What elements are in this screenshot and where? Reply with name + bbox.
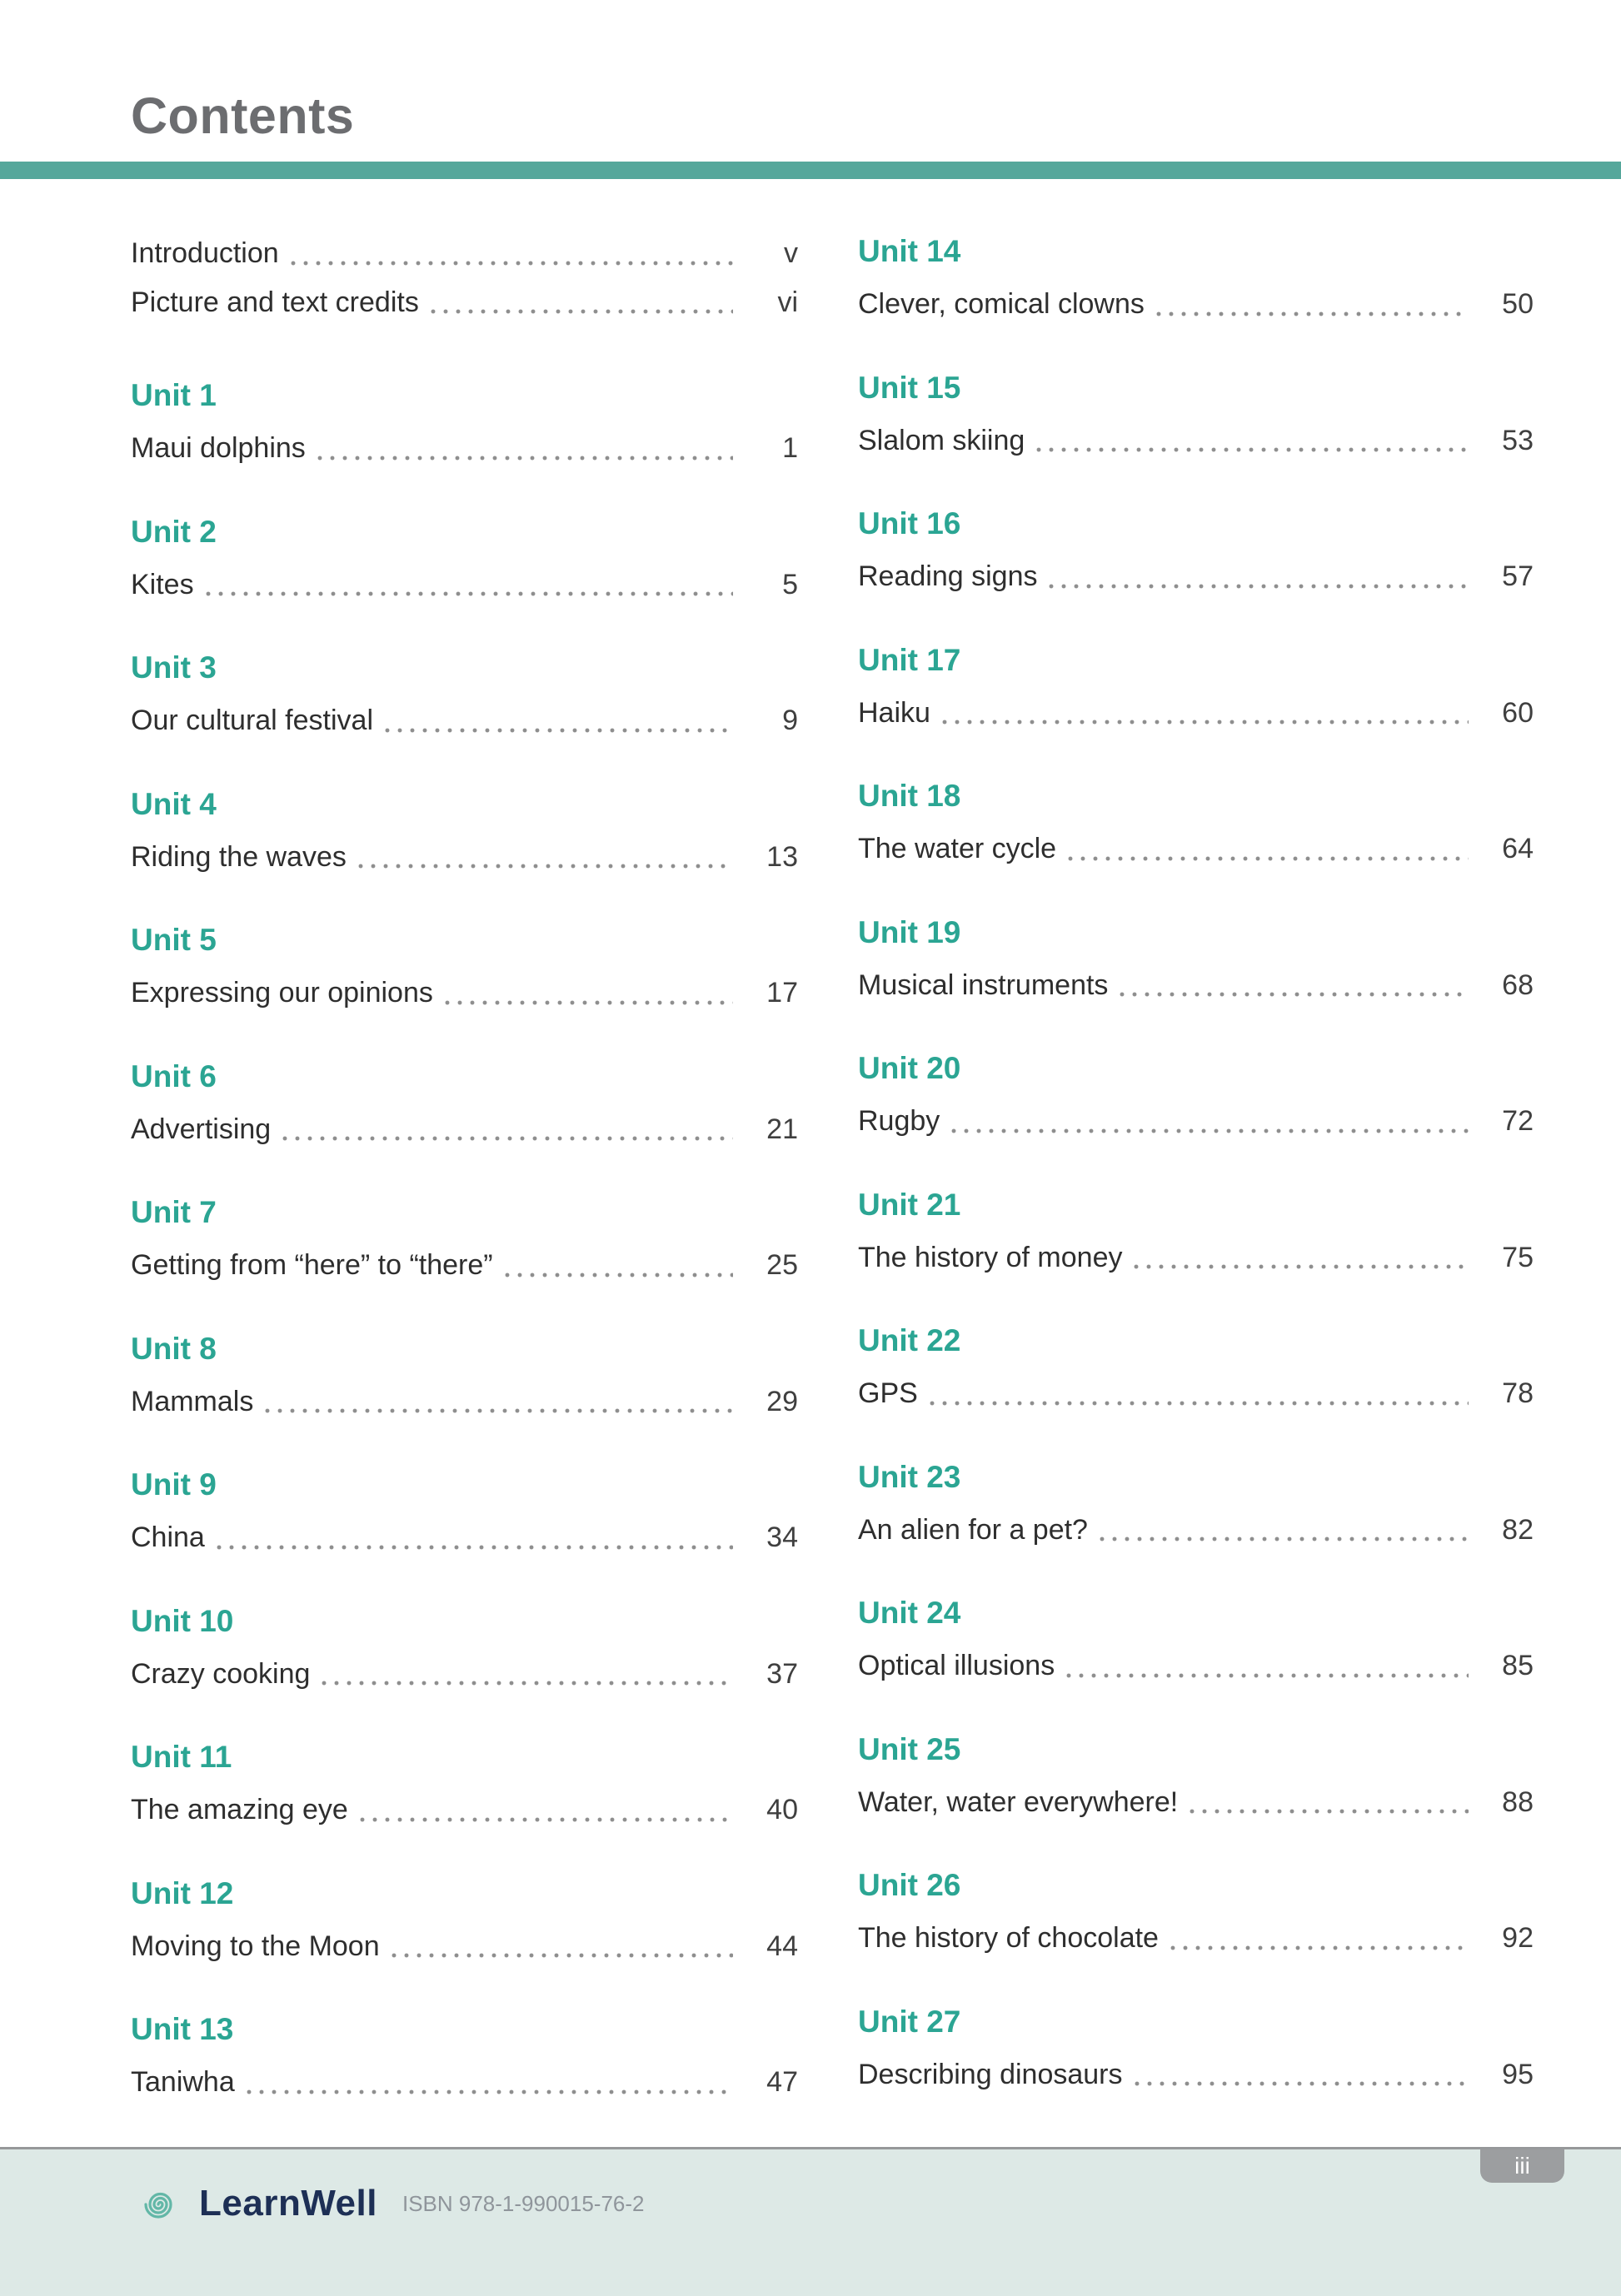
entry-page-number: 13 [766, 840, 798, 873]
entry-title: An alien for a pet? [858, 1513, 1088, 1546]
toc-entry-row [131, 1656, 798, 1692]
entry-title: Musical instruments [858, 969, 1109, 1001]
dot-leader [206, 591, 733, 596]
unit-block [858, 1870, 1534, 1956]
unit-heading: Unit 15 [858, 370, 961, 405]
entry-page-number: 47 [766, 2066, 798, 2098]
entry-title: Reading signs [858, 560, 1038, 592]
entry-title: Getting from “here” to “there” [131, 1249, 493, 1281]
dot-leader [265, 1408, 733, 1413]
entry-title: GPS [858, 1377, 918, 1409]
entry-title: The amazing eye [131, 1794, 348, 1825]
entry-title: Our cultural festival [131, 705, 373, 736]
unit-heading: Unit 9 [131, 1467, 217, 1502]
unit-block [858, 1459, 1534, 1548]
entry-title: Mammals [131, 1385, 254, 1417]
unit-heading: Unit 16 [858, 506, 961, 540]
entry-page-number: 40 [766, 1794, 798, 1825]
unit-block [131, 1875, 798, 1965]
unit-block [858, 508, 1534, 595]
front-matter-list [131, 236, 798, 320]
unit-heading: Unit 27 [858, 2004, 961, 2039]
unit-heading: Unit 24 [858, 1596, 961, 1630]
toc-entry-row [858, 559, 1534, 595]
unit-heading: Unit 10 [131, 1603, 234, 1638]
toc-entry-row [858, 695, 1534, 731]
dot-leader [247, 2089, 733, 2094]
entry-title: Moving to the Moon [131, 1930, 380, 1962]
unit-heading: Unit 22 [858, 1323, 961, 1357]
entry-title: China [131, 1522, 205, 1553]
entry-page-number: 34 [766, 1522, 798, 1553]
dot-leader [1134, 1264, 1469, 1269]
entry-page-number: 95 [1502, 2058, 1534, 2090]
page-title: Contents [131, 87, 355, 144]
entry-title: Water, water everywhere! [858, 1786, 1179, 1818]
unit-heading: Unit 23 [858, 1459, 961, 1494]
entry-page-number: v [784, 237, 798, 269]
toc-entry-row [858, 286, 1534, 322]
unit-block [131, 1058, 798, 1148]
entry-title: Describing dinosaurs [858, 2058, 1123, 2090]
entry-page-number: 29 [766, 1385, 798, 1417]
entry-title: The water cycle [858, 833, 1057, 864]
unit-block [858, 1053, 1534, 1139]
unit-heading: Unit 2 [131, 514, 217, 549]
entry-page-number: 53 [1502, 424, 1534, 456]
dot-leader [1100, 1536, 1469, 1541]
entry-title: Slalom skiing [858, 424, 1025, 456]
title-underline-bar [0, 162, 1621, 179]
learnwell-spiral-icon [131, 2176, 186, 2231]
dot-leader [317, 456, 733, 461]
unit-block [858, 780, 1534, 867]
unit-heading: Unit 7 [131, 1195, 217, 1229]
unit-block [131, 924, 798, 1011]
entry-page-number: 44 [766, 1930, 798, 1962]
entry-title: The history of chocolate [858, 1922, 1159, 1954]
dot-leader [358, 864, 733, 869]
toc-entry-row [131, 1792, 798, 1828]
unit-heading: Unit 6 [131, 1058, 217, 1093]
toc-entry-row [131, 1929, 798, 1965]
dot-leader [1066, 1673, 1469, 1678]
unit-heading: Unit 5 [131, 923, 217, 957]
entry-page-number: 75 [1502, 1241, 1534, 1273]
toc-entry-row [858, 1920, 1534, 1956]
dot-leader [1036, 447, 1469, 452]
dot-leader [951, 1128, 1469, 1133]
dot-leader [360, 1817, 733, 1822]
unit-heading: Unit 21 [858, 1187, 961, 1222]
entry-title: Expressing our opinions [131, 977, 433, 1009]
toc-entry-row [858, 1240, 1534, 1276]
toc-entry-row [131, 975, 798, 1011]
unit-heading: Unit 26 [858, 1868, 961, 1902]
unit-block [858, 2006, 1534, 2093]
entry-page-number: 5 [782, 568, 798, 600]
entry-page-number: 72 [1502, 1105, 1534, 1137]
entry-title: Maui dolphins [131, 432, 306, 464]
toc-entry-row [858, 831, 1534, 867]
dot-leader [322, 1681, 733, 1686]
entry-title: Crazy cooking [131, 1657, 311, 1690]
unit-heading: Unit 14 [858, 234, 961, 268]
entry-page-number: 37 [766, 1657, 798, 1690]
toc-entry-row [858, 1103, 1534, 1139]
dot-leader [1170, 1945, 1469, 1950]
dot-leader [282, 1136, 733, 1141]
entry-page-number: 60 [1502, 696, 1534, 729]
dot-leader [1049, 584, 1469, 589]
entry-page-number: 50 [1502, 288, 1534, 320]
entry-title: Rugby [858, 1105, 940, 1137]
unit-block [858, 1731, 1534, 1820]
unit-heading: Unit 1 [131, 378, 217, 412]
unit-block [858, 236, 1534, 322]
unit-heading: Unit 13 [131, 2012, 234, 2046]
unit-block [131, 1469, 798, 1556]
isbn-text: ISBN 978-1-990015-76-2 [402, 2190, 645, 2216]
unit-block [131, 1603, 798, 1692]
toc-entry-row [131, 431, 798, 466]
entry-title: Haiku [858, 696, 930, 729]
unit-heading: Unit 4 [131, 786, 217, 821]
toc-entry-row [858, 1512, 1534, 1548]
dot-leader [1068, 856, 1469, 861]
entry-title: Introduction [131, 237, 279, 269]
entry-title: Optical illusions [858, 1650, 1055, 1681]
dot-leader [445, 1000, 733, 1005]
unit-block [131, 1333, 798, 1420]
dot-leader [505, 1273, 733, 1277]
entry-page-number: 78 [1502, 1377, 1534, 1409]
unit-block [858, 1325, 1534, 1412]
unit-heading: Unit 19 [858, 914, 961, 949]
dot-leader [392, 1953, 733, 1958]
unit-block [858, 1189, 1534, 1276]
dot-leader [1190, 1809, 1469, 1814]
dot-leader [942, 720, 1469, 725]
unit-heading: Unit 3 [131, 650, 217, 685]
entry-page-number: 25 [766, 1249, 798, 1281]
unit-block [858, 914, 1534, 1004]
unit-block [858, 372, 1534, 459]
entry-title: Clever, comical clowns [858, 288, 1145, 320]
unit-heading: Unit 18 [858, 779, 961, 813]
unit-block [858, 642, 1534, 731]
entry-page-number: 64 [1502, 833, 1534, 864]
unit-heading: Unit 25 [858, 1731, 961, 1766]
toc-entry-row [131, 839, 798, 875]
brand-name: LearnWell [199, 2183, 377, 2224]
toc-entry-row [858, 2057, 1534, 2093]
toc-entry-row [858, 423, 1534, 459]
entry-page-number: 88 [1502, 1786, 1534, 1818]
unit-block [131, 2014, 798, 2100]
toc-entry-row [131, 236, 798, 271]
dot-leader [1135, 2081, 1469, 2086]
toc-entry-row [131, 1248, 798, 1283]
toc-entry-row [131, 285, 798, 321]
toc-entry-row [131, 1520, 798, 1556]
entry-title: Picture and text credits [131, 286, 419, 318]
entry-page-number: 17 [766, 977, 798, 1009]
toc-entry-row [131, 2064, 798, 2100]
unit-heading: Unit 12 [131, 1875, 234, 1910]
toc-entry-row [858, 1648, 1534, 1684]
toc-entry-row [858, 968, 1534, 1004]
unit-block [858, 1597, 1534, 1684]
dot-leader [930, 1401, 1469, 1406]
toc-entry-row [131, 703, 798, 739]
entry-page-number: 9 [782, 705, 798, 736]
entry-title: Riding the waves [131, 840, 347, 873]
entry-page-number: 57 [1502, 560, 1534, 592]
publisher-logo [131, 2176, 645, 2231]
unit-heading: Unit 11 [131, 1740, 232, 1774]
unit-block [131, 516, 798, 603]
unit-block [131, 1197, 798, 1283]
unit-heading: Unit 17 [858, 642, 961, 677]
unit-heading: Unit 20 [858, 1051, 961, 1085]
right-units-list [858, 236, 1534, 2092]
dot-leader [1156, 311, 1469, 316]
dot-leader [291, 261, 733, 266]
unit-block [131, 652, 798, 739]
toc-entry-row [131, 1112, 798, 1148]
toc-entry-row [131, 567, 798, 603]
unit-block [131, 380, 798, 466]
entry-title: The history of money [858, 1241, 1123, 1273]
toc-left-column [131, 236, 798, 2150]
entry-page-number: 1 [782, 432, 798, 464]
unit-block [131, 1741, 798, 1828]
dot-leader [1120, 992, 1469, 997]
dot-leader [217, 1545, 733, 1550]
entry-page-number: vi [777, 286, 798, 318]
entry-page-number: 92 [1502, 1922, 1534, 1954]
entry-title: Taniwha [131, 2066, 235, 2098]
toc-entry-row [858, 1376, 1534, 1412]
unit-block [131, 786, 798, 875]
entry-page-number: 85 [1502, 1650, 1534, 1681]
entry-page-number: 82 [1502, 1513, 1534, 1546]
left-units-list [131, 380, 798, 2100]
entry-page-number: 21 [766, 1113, 798, 1145]
toc-right-column [858, 236, 1534, 2142]
dot-leader [385, 728, 733, 733]
entry-page-number: 68 [1502, 969, 1534, 1001]
entry-title: Kites [131, 568, 194, 600]
page-number-badge: iii [1480, 2149, 1564, 2183]
dot-leader [431, 309, 733, 314]
toc-entry-row [858, 1785, 1534, 1820]
unit-heading: Unit 8 [131, 1331, 217, 1366]
footer [0, 2147, 1621, 2296]
entry-title: Advertising [131, 1113, 272, 1145]
toc-entry-row [131, 1384, 798, 1420]
